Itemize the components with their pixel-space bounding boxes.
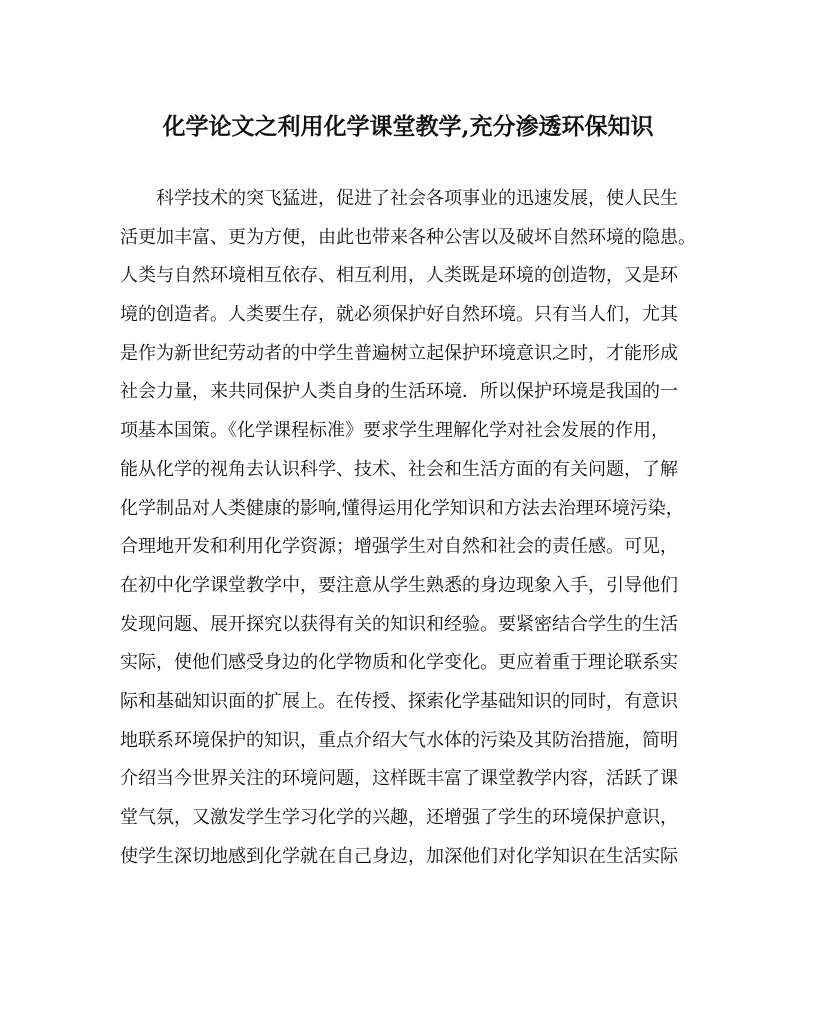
text-line: 社会力量，来共同保护人类自身的生活环境．所以保护环境是我国的一	[120, 381, 678, 403]
text-line: 是作为新世纪劳动者的中学生普遍树立起保护环境意识之时，才能形成	[120, 342, 678, 364]
text-line: 际和基础知识面的扩展上。在传授、探索化学基础知识的同时，有意识	[120, 690, 678, 712]
text-line: 活更加丰富、更为方便，由此也带来各种公害以及破坏自然环境的隐患。	[120, 226, 696, 248]
text-line: 发现问题、展开探究以获得有关的知识和经验。要紧密结合学生的生活	[120, 613, 678, 635]
text-line: 境的创造者。人类要生存，就必须保护好自然环境。只有当人们，尤其	[120, 304, 678, 326]
document-title: 化学论文之利用化学课堂教学,充分渗透环保知识	[162, 113, 654, 140]
text-line: 合理地开发和利用化学资源；增强学生对自然和社会的责任感。可见，	[120, 536, 678, 558]
text-line: 在初中化学课堂教学中，要注意从学生熟悉的身边现象入手，引导他们	[120, 574, 678, 596]
text-line: 人类与自然环境相互依存、相互利用，人类既是环境的创造物，又是环	[120, 265, 678, 287]
text-line: 能从化学的视角去认识科学、技术、社会和生活方面的有关问题，了解	[120, 458, 678, 480]
text-line: 科学技术的突飞猛进，促进了社会各项事业的迅速发展，使人民生	[156, 188, 678, 209]
text-line: 堂气氛，又激发学生学习化学的兴趣，还增强了学生的环境保护意识，	[120, 807, 678, 828]
text-line: 项基本国策。《化学课程标准》要求学生理解化学对社会发展的作用，	[120, 420, 669, 442]
body-paragraph	[120, 180, 700, 876]
text-line: 介绍当今世界关注的环境问题，这样既丰富了课堂教学内容，活跃了课	[120, 768, 678, 790]
text-line: 地联系环境保护的知识，重点介绍大气水体的污染及其防治措施，简明	[120, 729, 678, 751]
text-line: 化学制品对人类健康的影响,懂得运用化学知识和方法去治理环境污染，	[120, 497, 684, 519]
text-line: 实际，使他们感受身边的化学物质和化学变化。更应着重于理论联系实	[120, 652, 678, 674]
text-line: 使学生深切地感到化学就在自己身边，加深他们对化学知识在生活实际	[120, 845, 678, 867]
